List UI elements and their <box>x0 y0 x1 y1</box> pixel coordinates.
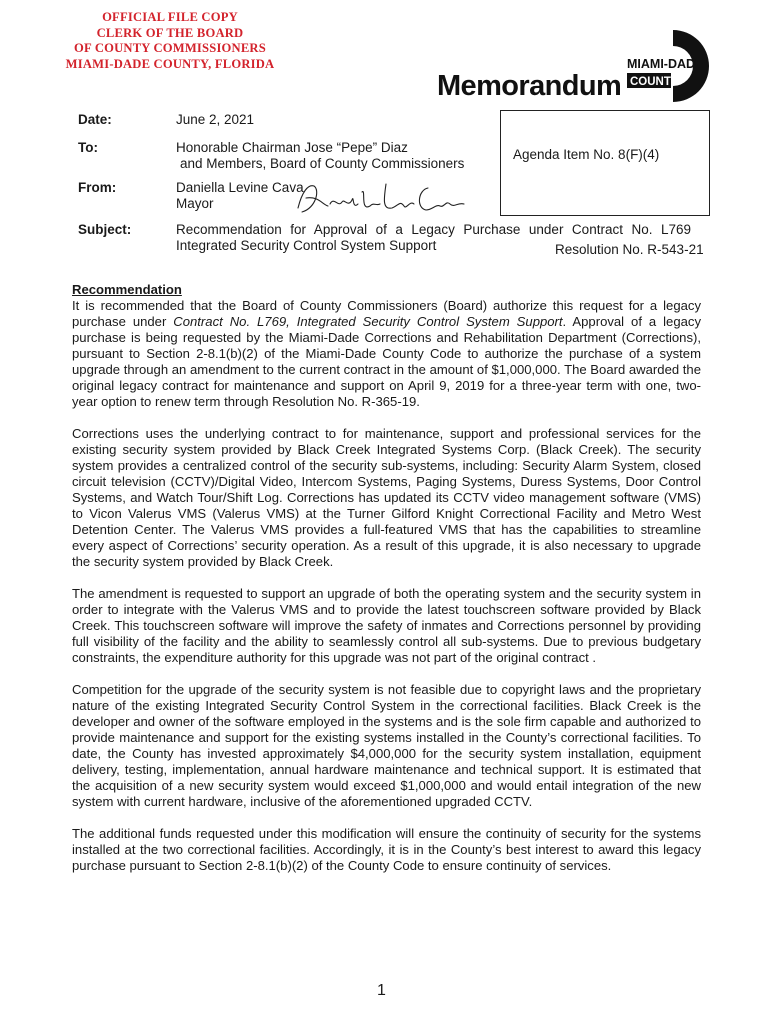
from-line-2: Mayor <box>176 196 214 211</box>
logo-text-bottom: COUNTY <box>630 76 679 88</box>
section-heading-recommendation: Recommendation <box>72 282 182 297</box>
stamp-line-1: OFFICIAL FILE COPY <box>102 10 238 24</box>
page-number: 1 <box>377 982 386 999</box>
memo-body <box>72 282 701 890</box>
to-line-1: Honorable Chairman Jose “Pepe” Diaz <box>176 140 408 155</box>
subject-line-2: Integrated Security Control System Support <box>176 238 437 253</box>
agenda-item-number: Agenda Item No. 8(F)(4) <box>513 147 660 162</box>
from-label: From: <box>78 180 117 195</box>
paragraph-1-part-b: . Approval of a legacy purchase is being requested by the Miami-Dade Corrections and Rehabilitation Department (Corrections), pursuant to Section 2-8.1(b)(2) of the Miami-Dade County Code to authorize the purchase of a system upgrade through an amendment to the current contract in the amount of $1,000,000. The Board awarded the original legacy contract for maintenance and support on April 9, 2019 for a three-year term with one, two-year option to renew term through Resolution No. R-365-19. <box>72 314 701 409</box>
to-label: To: <box>78 140 98 155</box>
subject-label: Subject: <box>78 222 132 237</box>
from-line-1: Daniella Levine Cava <box>176 180 304 195</box>
date-label: Date: <box>78 112 112 127</box>
subject-line-1: Recommendation for Approval of a Legacy Purchase under Contract No. L769 <box>176 222 691 237</box>
resolution-number: Resolution No. R-543-21 <box>555 242 704 257</box>
to-value <box>176 140 464 172</box>
paragraph-3: The amendment is requested to support an upgrade of both the operating system and the security system in order to integrate with the Valerus VMS and to provide the latest touchscreen software provided by Black Creek. This touchscreen software will improve the safety of inmates and Corrections personnel by providing full visibility of the facility and the ability to seamlessly control all sub-systems. Due to previous budgetary constraints, the expenditure authority for this upgrade was not part of the original contract . <box>72 586 701 665</box>
paragraph-2: Corrections uses the underlying contract to for maintenance, support and professional services for the existing security system provided by Black Creek Integrated Systems Corp. (Black Creek). The security system provides a centralized control of the security sub-systems, including: Security Alarm System, closed circuit television (CCTV)/Digital Video, Intercom Systems, Paging Systems, Duress Systems, Door Control Systems, and Watch Tour/Shift Log. Corrections has updated its CCTV video management software (VMS) to Vicon Valerus VMS (Valerus VMS) at the Turner Gilford Knight Correctional Facility and Metro West Detention Center. The Valerus VMS provides a full-featured VMS that has the capabilities to streamline every aspect of Corrections’ security operation. As a result of this upgrade, it is also necessary to upgrade the security system provided by Black Creek. <box>72 426 701 569</box>
official-file-copy-stamp <box>48 10 292 72</box>
paragraph-1 <box>72 298 701 410</box>
mayor-signature <box>288 178 488 222</box>
logo-text-top: MIAMI-DADE <box>627 57 704 71</box>
from-value <box>176 180 304 212</box>
paragraph-1-part-a: It is recommended that the Board of County Commissioners (Board) authorize this request for a legacy purchase under <box>72 298 701 329</box>
agenda-item-box <box>500 110 710 216</box>
stamp-line-4: MIAMI-DADE COUNTY, FLORIDA <box>65 56 275 71</box>
to-line-2: and Members, Board of County Commissioners <box>180 156 465 171</box>
date-value: June 2, 2021 <box>176 112 255 127</box>
paragraph-4: Competition for the upgrade of the security system is not feasible due to copyright laws and the proprietary nature of the existing Integrated Security Control System in the correctional facilities. Black Creek is the developer and owner of the software employed in the systems and is the sole firm capable and authorized to provide maintenance and support for the existing systems installed in the County’s correctional facilities. To date, the County has invested approximately $4,000,000 for the security system installation, equipment delivery, testing, implementation, annual hardware maintenance and technical support. It is estimated that the acquisition of a new security system would exceed $1,000,000 and would entail integration of the new system with current hardware, inclusive of the aforementioned upgraded CCTV. <box>72 682 701 809</box>
miami-dade-county-logo <box>625 30 721 102</box>
memorandum-title: Memorandum <box>437 70 622 102</box>
paragraph-5: The additional funds requested under this modification will ensure the continuity of security for the systems installed at the two correctional facilities. Accordingly, it is in the County’s best interest to award this legacy purchase pursuant to Section 2-8.1(b)(2) of the County Code to ensure continuity of services. <box>72 826 701 873</box>
stamp-line-2: CLERK OF THE BOARD <box>96 25 244 40</box>
stamp-line-3: OF COUNTY COMMISSIONERS <box>74 41 266 55</box>
contract-name: Contract No. L769, Integrated Security Control System Support <box>173 314 563 329</box>
